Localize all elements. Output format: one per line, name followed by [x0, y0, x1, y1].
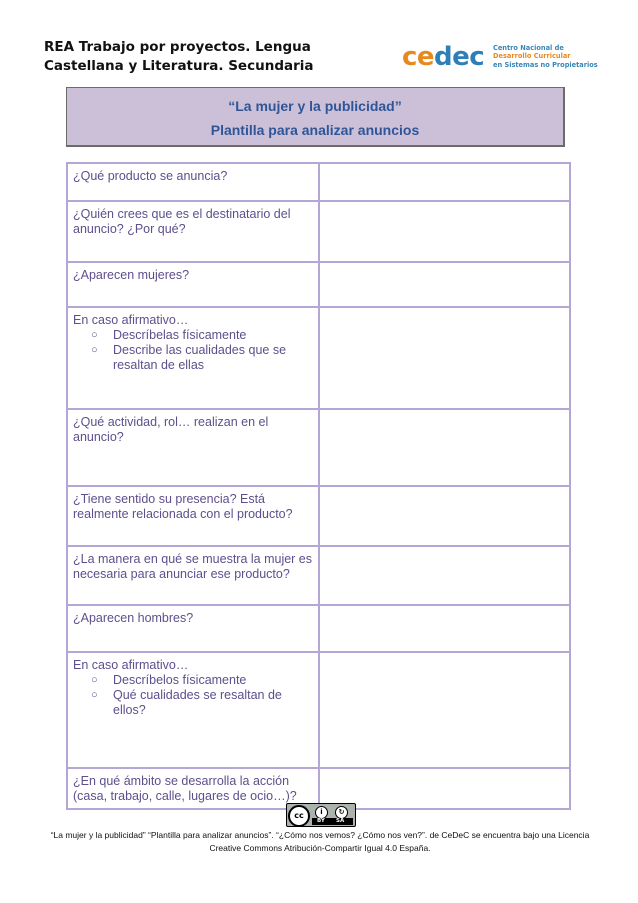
license-strip: BY SA	[312, 818, 353, 825]
table-row	[67, 605, 570, 652]
creative-commons-badge[interactable]	[286, 803, 356, 827]
logo-subtitle: Centro Nacional de Desarrollo Curricular en Sistemas no Propietarios	[493, 44, 598, 69]
cc-icon: cc	[288, 805, 310, 827]
answer-cell[interactable]	[319, 201, 570, 262]
table-row	[67, 652, 570, 768]
table-row	[67, 307, 570, 409]
question-cell: ¿Tiene sentido su presencia? Está realmente relacionada con el producto?	[67, 486, 319, 546]
answer-cell[interactable]	[319, 605, 570, 652]
sub-question: ○ Describe las cualidades que se resaltan de ellas	[91, 343, 314, 373]
sub-question-list	[91, 328, 314, 373]
answer-cell[interactable]	[319, 486, 570, 546]
license-line-1: “La mujer y la publicidad” “Plantilla para analizar anuncios”. “¿Cómo nos vemos? ¿Cómo nos ven?”. de CeDeC se encuentra bajo una Licencia	[50, 830, 590, 840]
attribution-icon: i	[315, 806, 328, 819]
page-subtitle: Plantilla para analizar anuncios	[210, 122, 420, 138]
sub-question: ○ Qué cualidades se resaltan de ellos?	[91, 688, 314, 718]
sub-question-list	[91, 673, 314, 718]
share-alike-icon: ↻	[335, 806, 348, 819]
sub-question: ○ Descríbelas físicamente	[91, 328, 314, 343]
table-row	[67, 262, 570, 307]
question-table	[66, 162, 571, 810]
table-row	[67, 163, 570, 201]
question-cell: ¿Qué producto se anuncia?	[67, 163, 319, 201]
question-cell: En caso afirmativo… ○ Descríbelas físicamente ○ Describe las cualidades que se resaltan de ellas	[67, 307, 319, 409]
table-row	[67, 486, 570, 546]
title-box	[66, 87, 565, 147]
answer-cell[interactable]	[319, 768, 570, 809]
question-cell: ¿Aparecen hombres?	[67, 605, 319, 652]
answer-cell[interactable]	[319, 163, 570, 201]
cedec-logo	[402, 42, 602, 76]
answer-cell[interactable]	[319, 262, 570, 307]
question-cell: ¿La manera en qué se muestra la mujer es necesaria para anunciar ese producto?	[67, 546, 319, 605]
header-line-1: REA Trabajo por proyectos. Lengua	[44, 39, 311, 55]
answer-cell[interactable]	[319, 652, 570, 768]
question-cell: ¿Qué actividad, rol… realizan en el anuncio?	[67, 409, 319, 486]
table-row	[67, 409, 570, 486]
table-row	[67, 546, 570, 605]
question-cell: ¿En qué ámbito se desarrolla la acción (casa, trabajo, calle, lugares de ocio…)?	[67, 768, 319, 809]
question-cell: ¿Aparecen mujeres?	[67, 262, 319, 307]
question-cell: ¿Quién crees que es el destinatario del anuncio? ¿Por qué?	[67, 201, 319, 262]
page-title: “La mujer y la publicidad”	[228, 98, 402, 114]
license-line-2: Creative Commons Atribución-Compartir Igual 4.0 España.	[209, 843, 431, 853]
license-notice	[30, 829, 610, 855]
logo-wordmark: cedec	[402, 42, 485, 72]
header-line-2: Castellana y Literatura. Secundaria	[44, 58, 314, 74]
document-header	[44, 38, 344, 76]
table-row	[67, 201, 570, 262]
answer-cell[interactable]	[319, 307, 570, 409]
answer-cell[interactable]	[319, 409, 570, 486]
answer-cell[interactable]	[319, 546, 570, 605]
question-cell: En caso afirmativo… ○ Descríbelos físicamente ○ Qué cualidades se resaltan de ellos?	[67, 652, 319, 768]
sub-question: ○ Descríbelos físicamente	[91, 673, 314, 688]
